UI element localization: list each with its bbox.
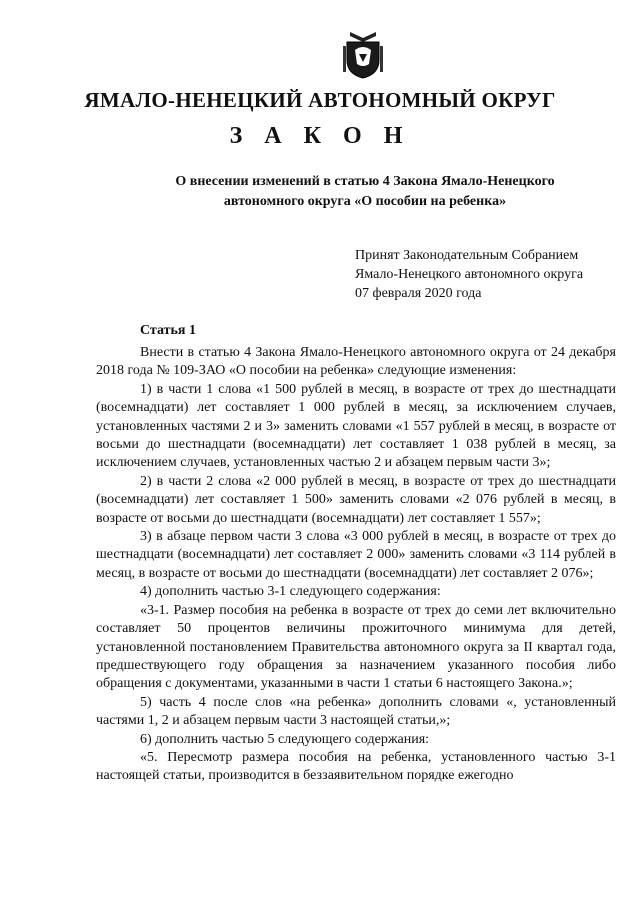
law-title-line: О внесении изменений в статью 4 Закона Ямало-Ненецкого <box>175 174 555 189</box>
document-type: З А К О Н <box>229 123 411 149</box>
law-title-line: автономного округа «О пособии на ребенка» <box>223 194 507 209</box>
article-body <box>96 344 616 786</box>
adoption-line: Принят Законодательным Собранием <box>355 248 579 263</box>
region-name: ЯМАЛО-НЕНЕЦКИЙ АВТОНОМНЫЙ ОКРУГ <box>84 88 556 112</box>
article-paragraph: 5) часть 4 после слов «на ребенка» дополнить словами «, установленный частями 1, 2 и абзацем первым части 3 настоящей статьи,»; <box>96 694 616 729</box>
article-paragraph: «3-1. Размер пособия на ребенка в возрасте от трех до семи лет включительно составляет 50 процентов величины прожиточного минимума для детей, установленной постановлением Правительства автономного округа за II квартал года, предшествующего году обращения за назначением указанного пособия либо обращения с документами, указанными в части 1 статьи 6 настоящего Закона.»; <box>96 602 616 692</box>
adoption-line: Ямало-Ненецкого автономного округа <box>355 267 584 282</box>
article-paragraph: Внести в статью 4 Закона Ямало-Ненецкого автономного округа от 24 декабря 2018 года № 109-ЗАО «О пособии на ребенка» следующие изменения: <box>96 345 616 379</box>
article-paragraph: «5. Пересмотр размера пособия на ребенка, установленного частью 3-1 настоящей статьи, производится в беззаявительном порядке ежегодно <box>96 749 616 784</box>
article-paragraph: 1) в части 1 слова «1 500 рублей в месяц, в возрасте от трех до шестнадцати (восемнадцати) лет составляет 1 000 рублей в месяц, за исключением случаев, установленных частями 2 и 3» заменить словами «1 557 рублей в месяц, в возрасте от восьми до шестнадцати (восемнадцати) лет составляет 1 038 рублей в месяц, за исключением случаев, установленных частью 2 и абзацем первым части 3»; <box>96 381 616 471</box>
adoption-date: 07 февраля 2020 года <box>355 286 482 301</box>
coat-of-arms-icon <box>342 28 384 80</box>
article-paragraph: 4) дополнить частью 3-1 следующего содержания: <box>140 584 441 600</box>
law-title <box>130 172 600 212</box>
article-heading: Статья 1 <box>140 323 196 338</box>
article-paragraph: 6) дополнить частью 5 следующего содержания: <box>140 731 430 747</box>
adoption-note <box>355 246 625 303</box>
article-paragraph: 2) в части 2 слова «2 000 рублей в месяц, в возрасте от трех до шестнадцати (восемнадцати) лет составляет 1 500» заменить словами «2 076 рублей в месяц, в возрасте от восьми до шестнадцати (восемнадцати) лет составляет 1 557»; <box>96 473 616 526</box>
article-paragraph: 3) в абзаце первом части 3 слова «3 000 рублей в месяц, в возрасте от трех до шестнадцати (восемнадцати) лет составляет 2 000» заменить словами «3 114 рублей в месяц, в возрасте от восьми до шестнадцати (восемнадцати) лет составляет 2 076»; <box>96 529 616 581</box>
